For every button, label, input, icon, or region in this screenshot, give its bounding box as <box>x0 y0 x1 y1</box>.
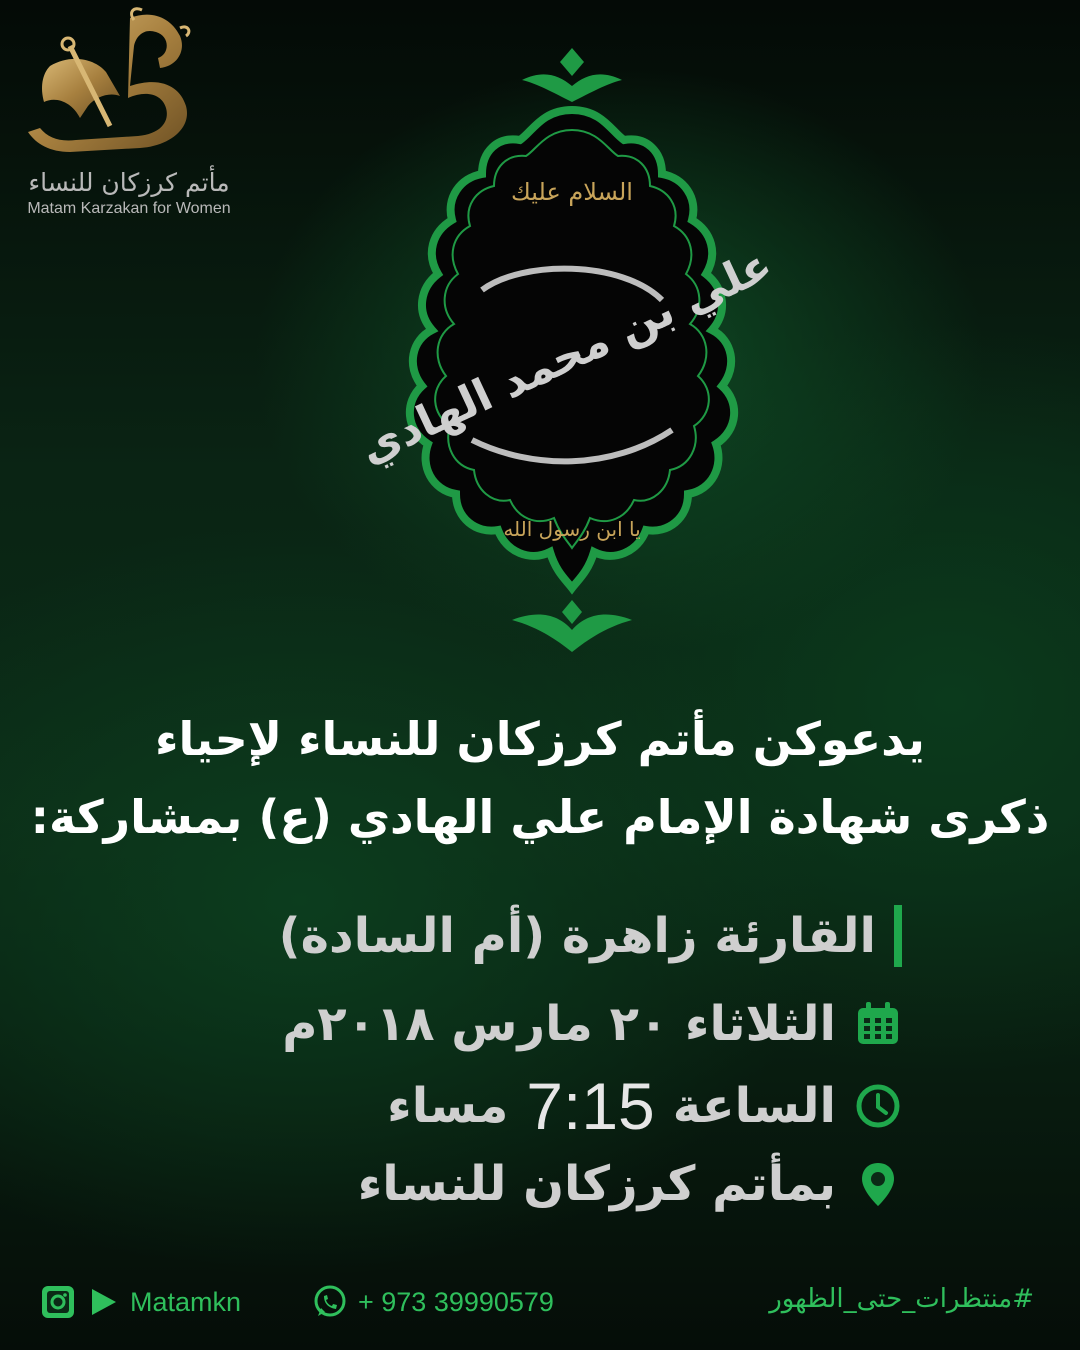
time-row <box>387 1068 902 1144</box>
accent-bar <box>894 905 902 967</box>
instagram-icon[interactable] <box>40 1284 76 1320</box>
imam-name-medallion <box>362 40 782 665</box>
clock-icon <box>854 1082 902 1130</box>
invitation-line-1: يدعوكن مأتم كرزكان للنساء لإحياء <box>155 712 925 766</box>
invitation-line-2: ذكرى شهادة الإمام علي الهادي (ع) بمشاركة: <box>30 790 1050 844</box>
logo-arabic-name: مأتم كرزكان للنساء <box>28 168 230 197</box>
venue-row <box>358 1156 902 1212</box>
calligraphy-logo-mark <box>10 6 250 176</box>
whatsapp-icon[interactable] <box>312 1284 348 1320</box>
event-venue: بمأتم كرزكان للنساء <box>357 1156 836 1212</box>
calendar-icon <box>854 1000 902 1048</box>
time-suffix: مساء <box>387 1078 509 1134</box>
medallion-top-inscription: السلام عليك <box>511 178 633 206</box>
location-pin-icon <box>854 1160 902 1208</box>
date-row <box>282 996 902 1052</box>
time-prefix: الساعة <box>672 1078 836 1134</box>
time-value: 7:15 <box>526 1069 655 1143</box>
reciter-name: القارئة زاهرة (أم السادة) <box>278 908 876 964</box>
reciter-row <box>279 905 902 967</box>
campaign-hashtag[interactable]: #منتظرات_حتى_الظهور <box>769 1284 1034 1314</box>
medallion-bottom-inscription: يا ابن رسول الله <box>503 517 641 541</box>
event-date: الثلاثاء ٢٠ مارس ٢٠١٨م <box>282 996 836 1052</box>
medallion-main-inscription: علي بن محمد الهادي <box>362 238 780 475</box>
youtube-icon[interactable] <box>86 1285 120 1319</box>
social-links[interactable] <box>40 1284 241 1320</box>
contact-footer <box>0 1284 1080 1334</box>
phone-number[interactable]: + 973 39990579 <box>358 1286 554 1317</box>
logo-english-name: Matam Karzakan for Women <box>27 200 231 217</box>
whatsapp-contact[interactable] <box>312 1284 554 1320</box>
social-handle[interactable]: Matamkn <box>130 1286 242 1317</box>
